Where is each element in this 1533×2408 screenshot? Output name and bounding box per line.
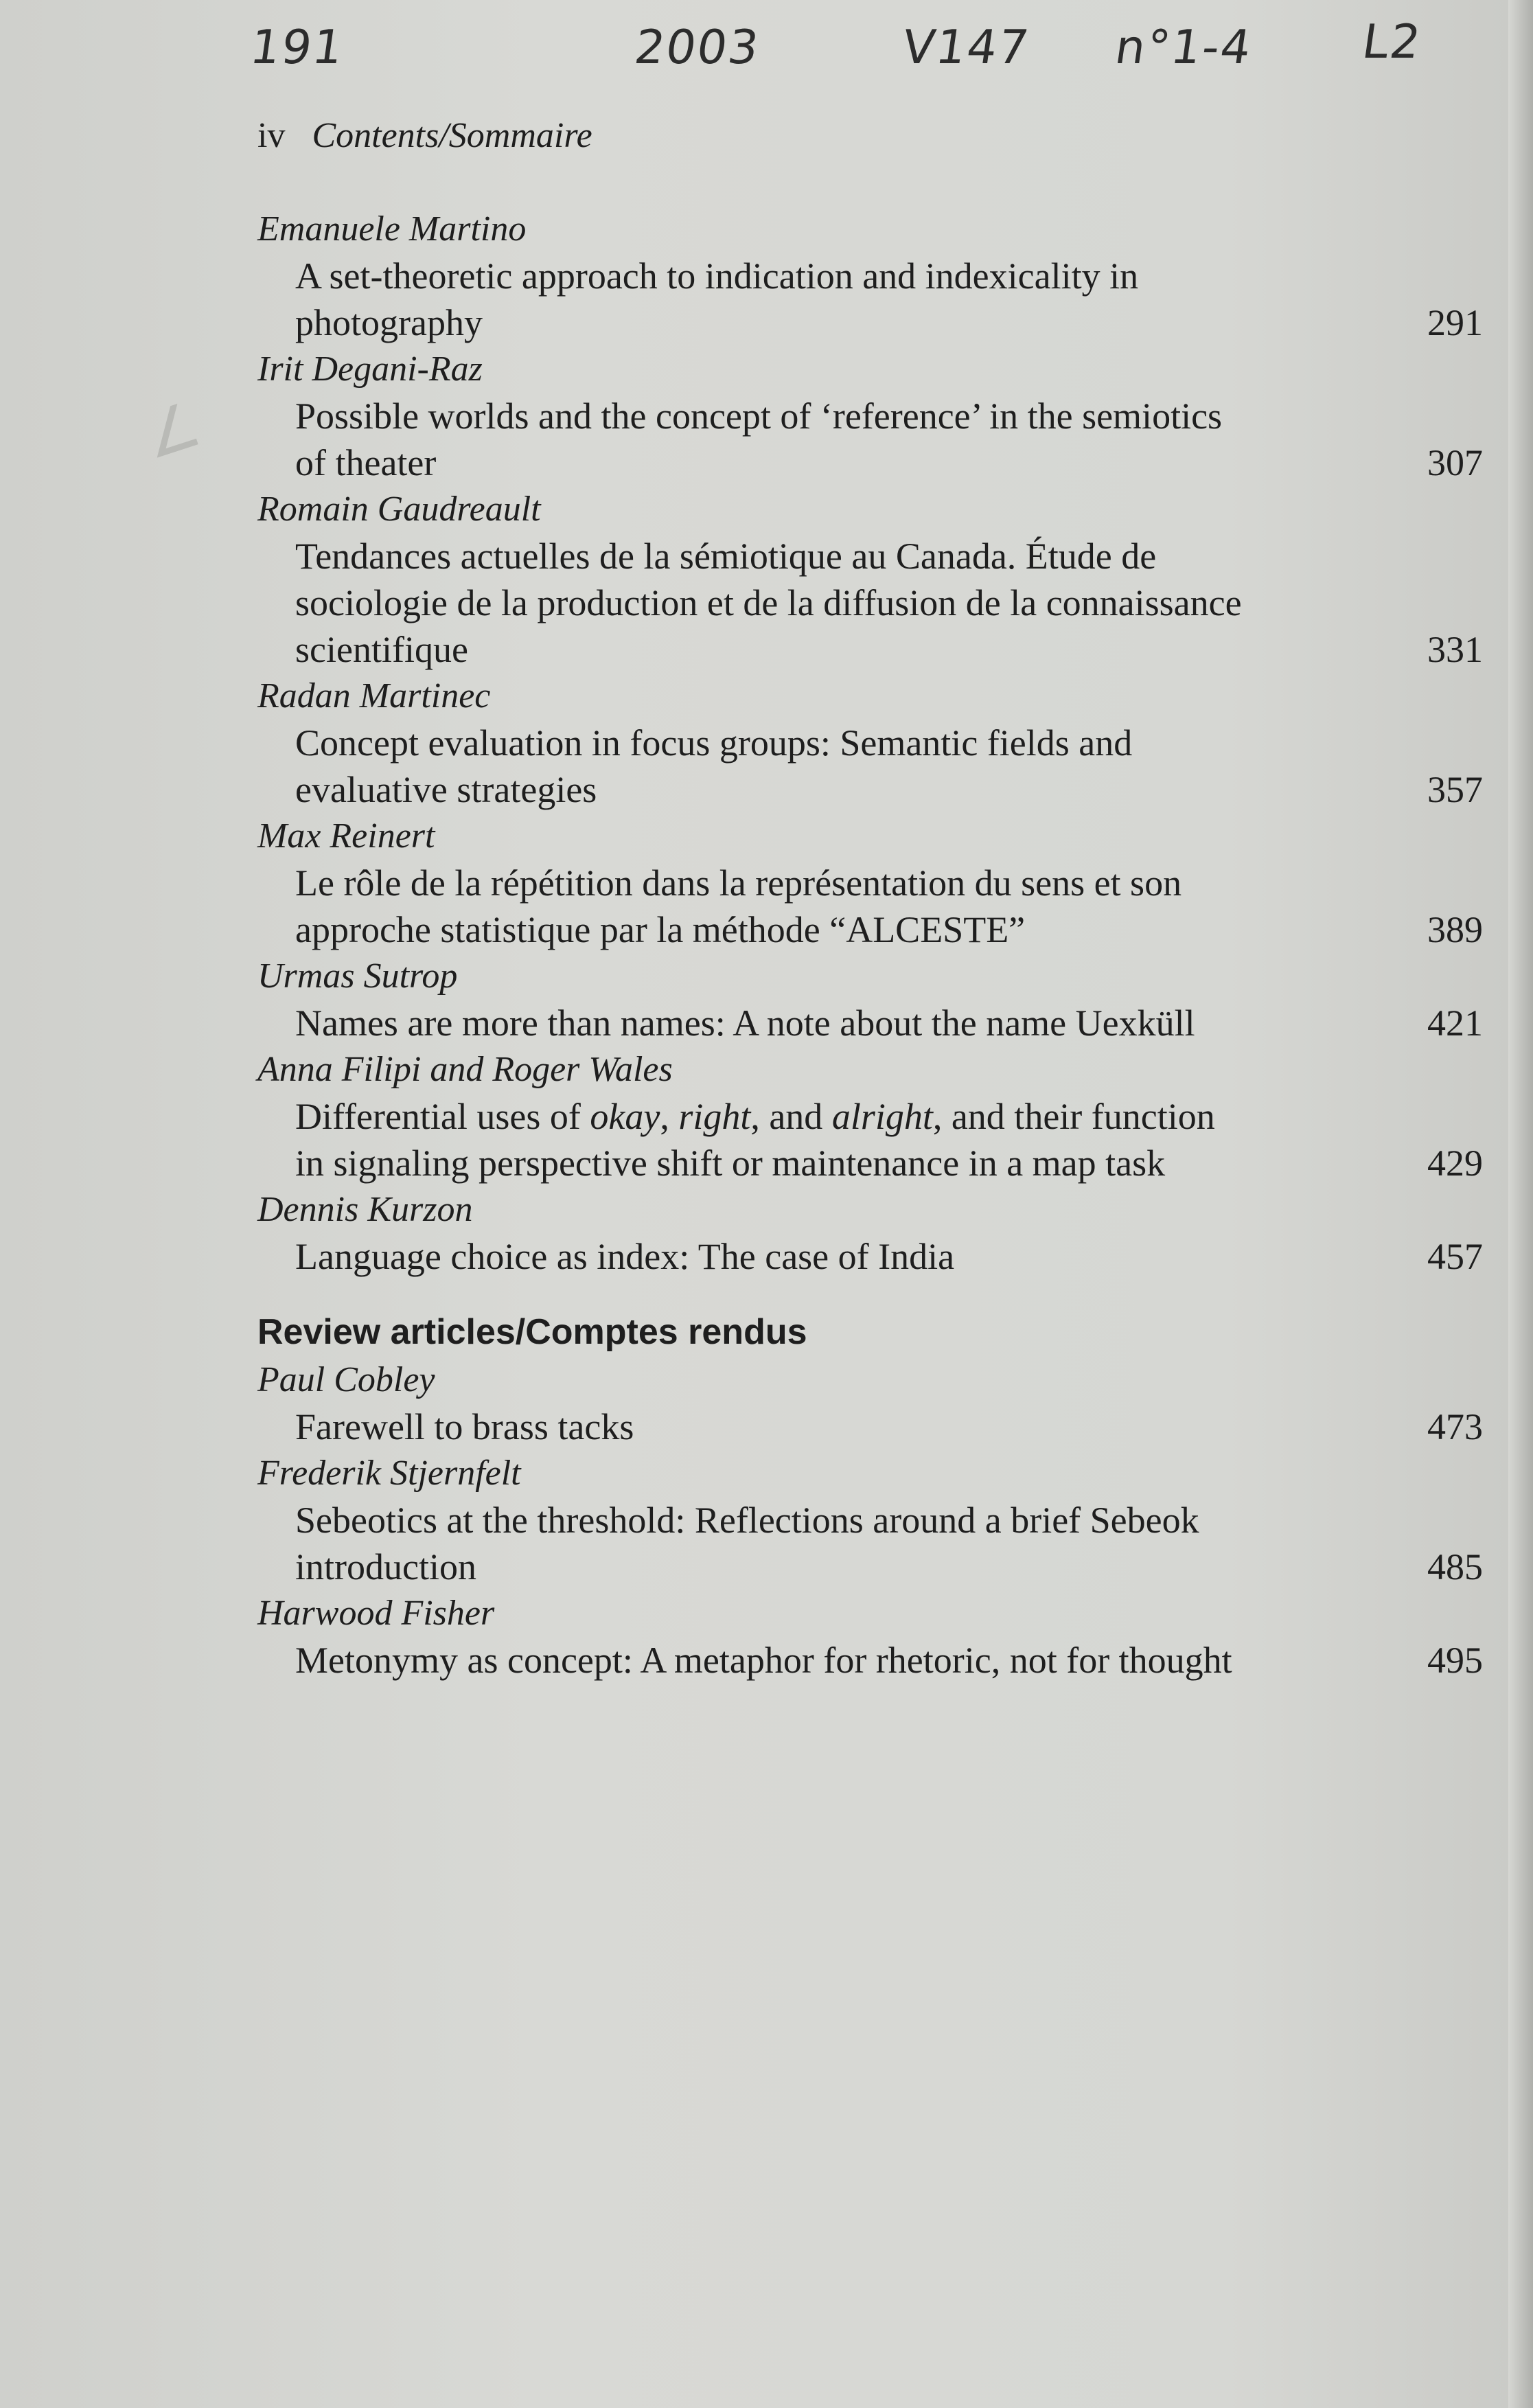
- toc-entry: [257, 206, 1483, 346]
- toc-title-emphasis: right: [678, 1096, 751, 1137]
- margin-pencil-mark: ∠: [134, 388, 209, 474]
- toc-title: Names are more than names: A note about the name Uexküll: [295, 1002, 1195, 1044]
- toc-author: Dennis Kurzon: [257, 1190, 473, 1229]
- toc-author: Max Reinert: [257, 816, 435, 856]
- toc-title-row: [257, 720, 1483, 813]
- toc-page-number: 485: [1427, 1546, 1483, 1587]
- toc-title: Concept evaluation in focus groups: Semantic fields and evaluative strategies: [295, 722, 1133, 810]
- running-head: [257, 115, 592, 156]
- toc-author: Radan Martinec: [257, 676, 491, 715]
- toc-page-number: 357: [1427, 769, 1483, 810]
- toc-author: Romain Gaudreault: [257, 490, 541, 529]
- toc-title: Language choice as index: The case of India: [295, 1236, 955, 1277]
- toc-title-row: [257, 393, 1483, 486]
- toc-page-number: 473: [1427, 1406, 1483, 1447]
- handwritten-note: V147: [899, 21, 1033, 75]
- toc-title-row: [257, 1000, 1483, 1046]
- toc-title: Possible worlds and the concept of ‘reference’ in the semiotics of theater: [295, 395, 1223, 483]
- toc-title-fragment: ,: [660, 1096, 679, 1137]
- toc-title-row: [257, 1233, 1483, 1280]
- toc-page-number: 291: [1427, 302, 1483, 343]
- toc-author: Harwood Fisher: [257, 1594, 495, 1633]
- handwritten-note: 2003: [631, 21, 763, 75]
- toc-page-number: 495: [1427, 1640, 1483, 1681]
- running-head-title: Contents/Sommaire: [312, 116, 592, 155]
- section-heading: Review articles/Comptes rendus: [257, 1312, 807, 1352]
- toc-entry: [257, 1357, 1483, 1450]
- toc-author: Irit Degani-Raz: [257, 349, 483, 389]
- toc-title-emphasis: okay: [590, 1096, 660, 1137]
- toc-title-row: [257, 1093, 1483, 1186]
- running-head-page: iv: [257, 116, 286, 155]
- toc-author: Emanuele Martino: [257, 209, 527, 249]
- toc-author: Anna Filipi and Roger Wales: [257, 1050, 673, 1089]
- toc-page-number: 457: [1427, 1236, 1483, 1277]
- toc-title: Le rôle de la répétition dans la représentation du sens et son approche statistique par la méthode “ALCESTE”: [295, 862, 1182, 950]
- handwritten-note: n°1-4: [1111, 21, 1256, 75]
- toc-title: Tendances actuelles de la sémiotique au Canada. Étude de sociologie de la production et de la diffusion de la connaissance scientifique: [295, 536, 1242, 670]
- toc-entry: [257, 1046, 1483, 1186]
- toc-title: Farewell to brass tacks: [295, 1406, 634, 1447]
- toc-entry: [257, 1590, 1483, 1684]
- handwritten-note: 191: [246, 21, 348, 75]
- page-binding-edge: [1508, 0, 1533, 2408]
- toc-page-number: 331: [1427, 629, 1483, 670]
- toc-entry: [257, 673, 1483, 813]
- toc-title-row: [257, 1497, 1483, 1590]
- toc-title-row: [257, 860, 1483, 953]
- toc-title: Sebeotics at the threshold: Reflections around a brief Sebeok introduction: [295, 1500, 1199, 1587]
- toc-entry: [257, 953, 1483, 1046]
- handwritten-note: L2: [1359, 15, 1425, 69]
- toc-entry: [257, 1186, 1483, 1280]
- toc-title-row: [257, 1403, 1483, 1450]
- toc-page-number: 389: [1427, 909, 1483, 950]
- toc-author: Frederik Stjernfelt: [257, 1454, 521, 1493]
- toc-title-row: [257, 253, 1483, 346]
- toc-title-fragment: , and their function in signaling perspective shift or maintenance in a map task: [295, 1096, 1215, 1184]
- toc-page-number: 307: [1427, 442, 1483, 483]
- toc-entry: [257, 486, 1483, 673]
- toc-title: Metonymy as concept: A metaphor for rhetoric, not for thought: [295, 1640, 1232, 1681]
- toc-entry: [257, 346, 1483, 486]
- toc-author: Urmas Sutrop: [257, 956, 458, 996]
- toc-title-emphasis: alright: [831, 1096, 933, 1137]
- toc-page-number: 429: [1427, 1143, 1483, 1184]
- toc-entry: [257, 1450, 1483, 1590]
- toc-title-row: [257, 1637, 1483, 1684]
- toc-title-fragment: Differential uses of: [295, 1096, 590, 1137]
- toc-title: [295, 1093, 1366, 1186]
- toc-page-number: 421: [1427, 1002, 1483, 1044]
- toc-author: Paul Cobley: [257, 1360, 435, 1399]
- toc-title: A set-theoretic approach to indication and indexicality in photography: [295, 255, 1139, 343]
- toc-entry: [257, 813, 1483, 953]
- toc-title-row: [257, 533, 1483, 673]
- table-of-contents: [257, 206, 1483, 1684]
- toc-title-fragment: , and: [750, 1096, 832, 1137]
